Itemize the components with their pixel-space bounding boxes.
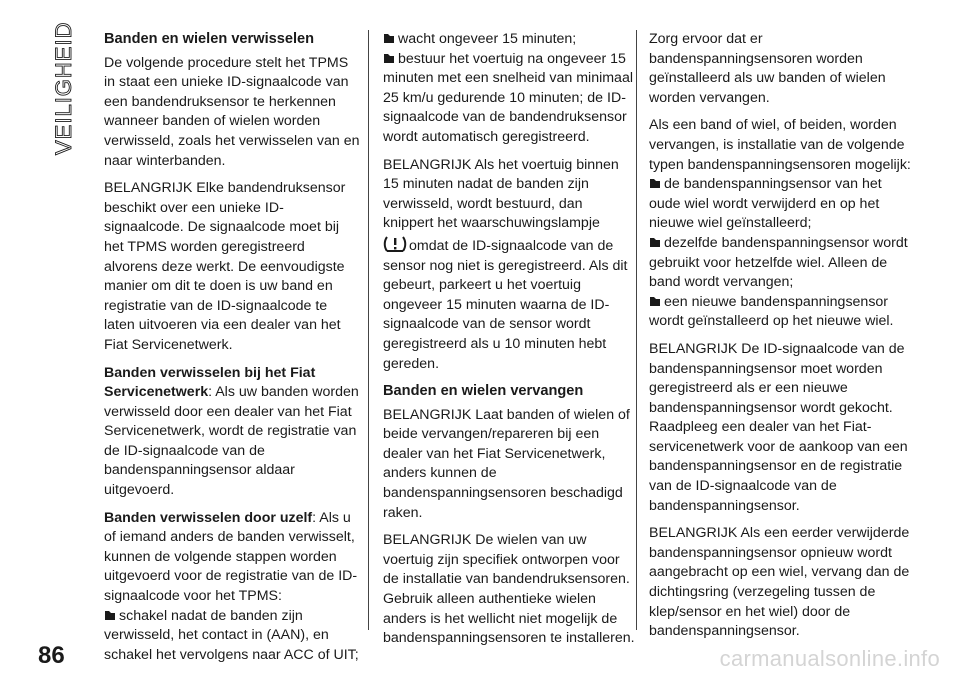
list-item-text: bestuur het voertuig na ongeveer 15 minuten met een snelheid van minimaal 25 km/u gedurende 10 minuten; de ID-signaalcode van de bandendruksensor wordt automatisch geregistreerd. [383,50,633,145]
list-item-text: wacht ongeveer 15 minuten; [398,31,577,47]
paragraph-text: omdat de ID-signaalcode van de sensor nog niet is geregistreerd. Als dit gebeurt, parkeert u het voertuig ongeveer 15 minuten waarna de ID-signaalcode van de sensor wordt geregistreerd als u 10 minuten hebt gereden. [383,237,628,372]
paragraph: BELANGRIJK Elke bandendruksensor beschikt over een unieke ID-signaalcode. De signaalcode moet bij het TPMS worden geregistreerd alvorens deze werkt. De eenvoudigste manier om dit te doen is uw band en registratie van de ID-signaalcode te laten uitvoeren via een dealer van het Fiat Servicenetwerk. [104,180,346,353]
list-item [649,234,913,293]
list-item [383,50,635,148]
list-item-text: een nieuwe bandenspanningsensor wordt geïnstalleerd op het nieuwe wiel. [649,293,894,330]
column-divider [368,30,369,630]
list-item-text: schakel nadat de banden zijn verwisseld, het contact in (AAN), en schakel het vervolgens naar ACC of UIT; [104,607,359,663]
tire-pressure-warning-icon [383,234,407,254]
column-2 [383,30,635,657]
page-number: 86 [38,642,65,669]
paragraph [104,364,360,501]
list-item [104,607,360,666]
paragraph: BELANGRIJK Als een eerder verwijderde bandenspanningsensor opnieuw wordt aangebracht op een wiel, vervang dan de dichtingsring (verzegeling tussen de klep/sensor en het wiel) door de bandenspanningsensor. [649,525,910,640]
bullet-icon [383,53,395,64]
watermark: carmanualsonline.info [719,646,940,671]
heading-banden-wielen-vervangen: Banden en wielen vervangen [383,383,584,400]
bullet-icon [383,33,395,44]
paragraph-text: : Als u of iemand anders de banden verwisselt, kunnen de volgende stappen worden uitgevoerd voor de registratie van de ID-signaalcode voor het TPMS: [104,509,358,605]
bullet-icon [649,178,661,189]
inline-heading: Banden verwisselen bij het Fiat Servicenetwerk [104,364,316,401]
paragraph: De volgende procedure stelt het TPMS in staat een unieke ID-signaalcode van een bandendruksensor te herkennen wanneer banden of wielen worden verwisseld, zoals het verwisselen van en naar winterbanden. [104,54,360,169]
column-3 [649,30,913,650]
paragraph-text: : Als uw banden worden verwisseld door een dealer van het Fiat Servicenetwerk, wordt de registratie van de ID-signaalcode van de bandenspanningsensor aldaar uitgevoerd. [104,384,359,499]
bullet-icon [649,237,661,248]
inline-heading: Banden verwisselen door uzelf [104,509,313,526]
column-divider [636,30,637,630]
paragraph: BELANGRIJK Laat banden of wielen of beide vervangen/repareren bij een dealer van het Fiat Servicenetwerk, anders kunnen de bandenspanningsensoren beschadigd raken. [383,406,630,521]
paragraph: Zorg ervoor dat er bandenspanningsensoren worden geïnstalleerd als uw banden of wielen worden vervangen. [649,31,886,106]
heading-banden-wielen-verwisselen: Banden en wielen verwisselen [104,31,315,47]
paragraph: Als een band of wiel, of beiden, worden vervangen, is installatie van de volgende typen bandenspanningsensoren mogelijk: [649,117,911,173]
list-item [383,30,635,50]
bullet-icon [649,296,661,307]
list-item-text: de bandenspanningsensor van het oude wiel wordt verwijderd en op het nieuwe wiel geïnstalleerd; [649,176,882,232]
list-item-text: dezelfde bandenspanningsensor wordt gebruikt voor hetzelfde wiel. Alleen de band wordt vervangen; [649,234,908,291]
paragraph [383,156,635,375]
paragraph-text: BELANGRIJK Als het voertuig binnen 15 minuten nadat de banden zijn verwisseld, wordt bestuurd, dan knippert het waarschuwingslampje [383,156,619,232]
paragraph: BELANGRIJK De ID-signaalcode van de bandenspanningsensor moet worden geregistreerd als er een nieuwe bandenspanningsensor wordt gekocht. Raadpleeg een dealer van het Fiat-servicenetwerk voor de aankoop van een bandenspanningsensor en de registratie van de ID-signaalcode van de bandenspanningsensor. [649,340,908,514]
bullet-icon [104,610,116,621]
paragraph [104,509,360,607]
column-1 [104,30,360,665]
list-item [649,175,913,234]
list-item [649,293,913,332]
section-title: VEILIGHEID [51,21,76,155]
paragraph: BELANGRIJK De wielen van uw voertuig zijn specifiek ontworpen voor de installatie van bandendruksensoren. Gebruik alleen authentieke wielen anders is het wellicht niet mogelijk de bandenspanningsensoren te installeren. [383,532,635,647]
